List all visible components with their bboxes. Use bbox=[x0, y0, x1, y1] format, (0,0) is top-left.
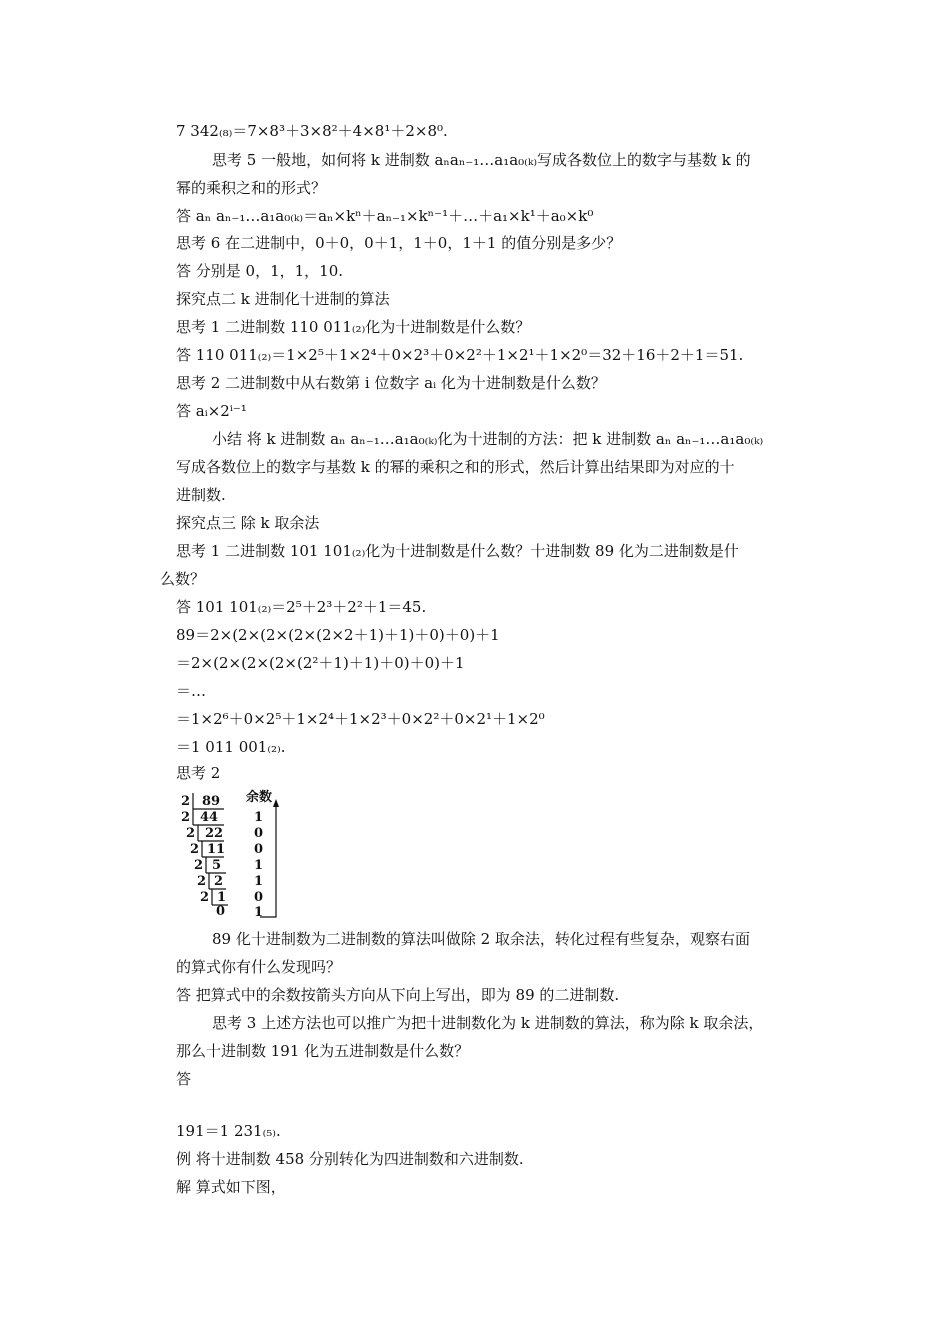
quotient: 5 bbox=[212, 858, 222, 873]
quotient: 0 bbox=[216, 904, 226, 919]
text-line: 么数？ bbox=[160, 570, 206, 588]
divisor: 2 bbox=[181, 810, 191, 825]
text-line: 191＝1 231₍₅₎. bbox=[176, 1122, 281, 1140]
remainder: 0 bbox=[254, 826, 264, 841]
quotient: 2 bbox=[214, 874, 224, 889]
text-line: 89＝2×(2×(2×(2×(2×2＋1)＋1)＋0)＋0)＋1 bbox=[176, 626, 500, 644]
divisor: 2 bbox=[181, 794, 191, 809]
divisor: 2 bbox=[190, 842, 200, 857]
quotient: 89 bbox=[202, 794, 221, 809]
divisor: 2 bbox=[200, 890, 210, 905]
text-line: 思考 2 bbox=[176, 764, 221, 782]
divisor: 2 bbox=[197, 874, 207, 889]
text-line: 思考 1 二进制数 101 101₍₂₎化为十进制数是什么数？十进制数 89 化为二进制数是什 bbox=[176, 542, 739, 560]
text-line: 例 将十进制数 458 分别转化为四进制数和六进制数. bbox=[176, 1150, 524, 1168]
text-line: 7 342₍₈₎＝7×8³＋3×8²＋4×8¹＋2×8⁰. bbox=[176, 122, 448, 140]
text-line: 答 把算式中的余数按箭头方向从下向上写出，即为 89 的二进制数. bbox=[176, 986, 620, 1004]
section-heading: 探究点二 k 进制化十进制的算法 bbox=[176, 290, 390, 308]
text-line: 答 aₙ aₙ₋₁…a₁a₀₍ₖ₎＝aₙ×kⁿ＋aₙ₋₁×kⁿ⁻¹＋…＋a₁×k¹＋a₀×k⁰ bbox=[176, 207, 594, 225]
text-line: 思考 1 二进制数 110 011₍₂₎化为十进制数是什么数？ bbox=[176, 318, 531, 336]
remainder: 0 bbox=[254, 842, 264, 857]
text-line: ＝… bbox=[176, 682, 207, 700]
text-line: ＝1×2⁶＋0×2⁵＋1×2⁴＋1×2³＋0×2²＋0×2¹＋1×2⁰ bbox=[176, 710, 545, 728]
quotient: 22 bbox=[205, 826, 224, 841]
text-line: ＝1 011 001₍₂₎. bbox=[176, 738, 286, 756]
quotient: 1 bbox=[217, 890, 227, 905]
text-line: 89 化十进制数为二进制数的算法叫做除 2 取余法，转化过程有些复杂，观察右面 bbox=[212, 930, 750, 948]
text-line: 答 bbox=[176, 1070, 192, 1088]
remainder-header: 余数 bbox=[246, 790, 273, 805]
remainder: 1 bbox=[254, 905, 264, 920]
text-line: 思考 3 上述方法也可以推广为把十进制数化为 k 进制数的算法，称为除 k 取余法， bbox=[212, 1014, 764, 1032]
text-line: 答 aᵢ×2ⁱ⁻¹ bbox=[176, 402, 247, 420]
text-line: 的算式你有什么发现吗？ bbox=[176, 958, 342, 976]
text-line: 进制数. bbox=[176, 486, 226, 504]
text-line: 答 分别是 0，1，1，10. bbox=[176, 262, 344, 280]
text-line: 思考 6 在二进制中，0＋0，0＋1，1＋0，1＋1 的值分别是多少？ bbox=[176, 234, 622, 252]
divisor: 2 bbox=[186, 826, 196, 841]
text-line: 那么十进制数 191 化为五进制数是什么数？ bbox=[176, 1042, 470, 1060]
remainder: 1 bbox=[254, 810, 264, 825]
quotient: 11 bbox=[207, 842, 226, 857]
remainder: 0 bbox=[254, 890, 264, 905]
text-line: 思考 2 二进制数中从右数第 i 位数字 aᵢ 化为十进制数是什么数？ bbox=[176, 374, 606, 392]
text-line: 答 110 011₍₂₎＝1×2⁵＋1×2⁴＋0×2³＋0×2²＋1×2¹＋1×2⁰＝32＋16＋2＋1＝51. bbox=[176, 346, 744, 364]
remainder: 1 bbox=[254, 858, 264, 873]
text-line: 幂的乘积之和的形式？ bbox=[176, 179, 327, 197]
division-table-figure bbox=[176, 785, 286, 920]
text-line: 解 算式如下图， bbox=[176, 1178, 286, 1196]
text-line: ＝2×(2×(2×(2×(2²＋1)＋1)＋0)＋0)＋1 bbox=[176, 654, 465, 672]
remainder: 1 bbox=[254, 874, 264, 889]
text-line: 写成各数位上的数字与基数 k 的幂的乘积之和的形式，然后计算出结果即为对应的十 bbox=[176, 458, 735, 476]
text-line: 答 101 101₍₂₎＝2⁵＋2³＋2²＋1＝45. bbox=[176, 598, 427, 616]
quotient: 44 bbox=[200, 810, 219, 825]
text-line: 小结 将 k 进制数 aₙ aₙ₋₁…a₁a₀₍ₖ₎化为十进制的方法：把 k 进制数 aₙ aₙ₋₁…a₁a₀₍ₖ₎ bbox=[212, 430, 764, 448]
text-line: 思考 5 一般地，如何将 k 进制数 aₙaₙ₋₁…a₁a₀₍ₖ₎写成各数位上的数字与基数 k 的 bbox=[212, 151, 751, 169]
divisor: 2 bbox=[194, 858, 204, 873]
section-heading: 探究点三 除 k 取余法 bbox=[176, 514, 320, 532]
